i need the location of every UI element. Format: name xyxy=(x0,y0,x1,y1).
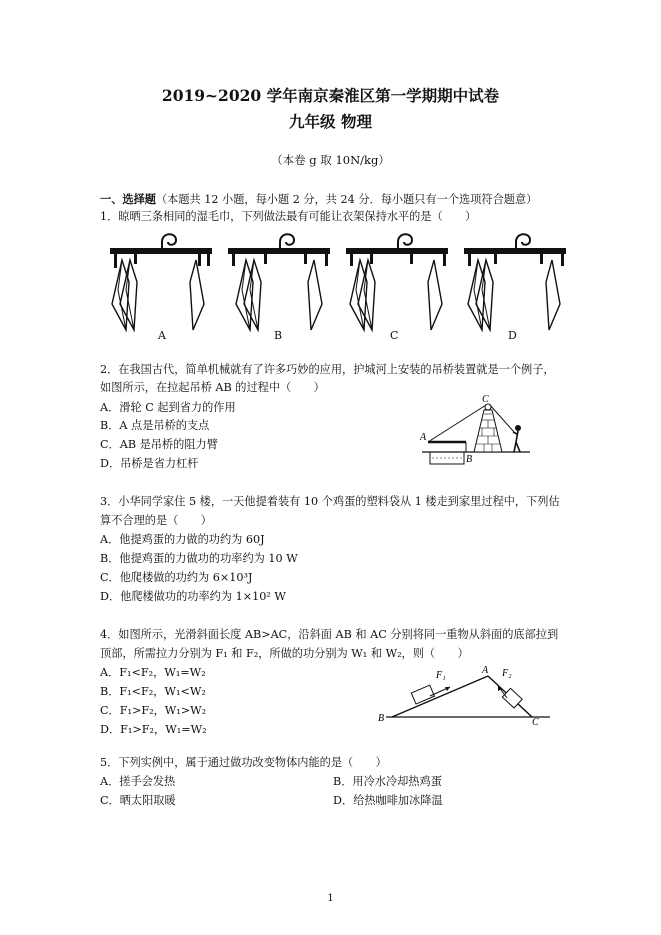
q3-option-d: D．他爬楼做功的功率约为 1×10² W xyxy=(100,590,286,603)
q4-incline-figure xyxy=(372,664,562,730)
q3-stem-line1: 3．小华同学家住 5 楼，一天他提着装有 10 个鸡蛋的塑料袋从 1 楼走到家里过程中，下列估 xyxy=(100,495,560,508)
q2-fig-label-b: B xyxy=(466,454,473,465)
q5-option-b: B．用冷水冷却热鸡蛋 xyxy=(333,775,442,788)
q5-option-a: A．搓手会发热 xyxy=(100,775,176,788)
q2-drawbridge-figure xyxy=(418,392,534,474)
section-instructions: （本题共 12 小题，每小题 2 分，共 24 分．每小题只有一个选项符合题意） xyxy=(155,193,538,206)
page-number: 1 xyxy=(327,893,334,904)
exam-subtitle: 九年级 物理 xyxy=(289,112,372,131)
q4-option-d: D．F₁>F₂，W₁=W₂ xyxy=(100,723,207,736)
q2-stem-line1: 2．在我国古代，简单机械就有了许多巧妙的应用，护城河上安装的吊桥装置就是一个例子， xyxy=(100,363,555,376)
q4-fig-label-b: B xyxy=(378,713,385,724)
q4-fig-label-a: A xyxy=(482,665,489,676)
q1-label-d: D xyxy=(508,329,517,342)
q4-stem-line2: 顶部，所需拉力分别为 F₁ 和 F₂，所做的功分别为 W₁ 和 W₂，则（ ） xyxy=(100,647,469,660)
section-heading-line xyxy=(100,191,537,208)
q2-fig-label-a: A xyxy=(420,432,427,443)
q3-option-c: C．他爬楼做的功约为 6×10³J xyxy=(100,571,253,584)
q1-label-c: C xyxy=(390,329,399,342)
hanger-b xyxy=(228,234,330,330)
q1-label-a: A xyxy=(158,329,166,342)
q3-option-a: A．他提鸡蛋的力做的功约为 60J xyxy=(100,533,265,546)
q5-option-d: D．给热咖啡加冰降温 xyxy=(333,794,443,807)
exam-note: （本卷 g 取 10N/kg） xyxy=(271,153,390,167)
q4-stem-line1: 4．如图所示，光滑斜面长度 AB>AC，沿斜面 AB 和 AC 分别将同一重物从斜面的底部拉到 xyxy=(100,628,559,641)
q4-option-c: C．F₁>F₂，W₁>W₂ xyxy=(100,704,207,717)
q5-option-c: C．晒太阳取暖 xyxy=(100,794,176,807)
hanger-d xyxy=(464,234,566,330)
hanger-c xyxy=(346,234,448,330)
q1-stem: 1．晾晒三条相同的湿毛巾，下列做法最有可能让衣架保持水平的是（ ） xyxy=(100,210,477,223)
q3-stem-line2: 算不合理的是（ ） xyxy=(100,514,212,527)
q2-fig-label-c: C xyxy=(482,394,489,405)
q4-fig-label-f1: F₁ xyxy=(436,670,446,681)
q2-option-b: B．A 点是吊桥的支点 xyxy=(100,419,210,432)
exam-title: 2019~2020 学年南京秦淮区第一学期期中试卷 xyxy=(161,86,500,105)
hanger-a xyxy=(110,234,212,330)
q4-fig-label-c: C xyxy=(532,717,539,728)
q4-option-a: A．F₁<F₂，W₁=W₂ xyxy=(100,666,206,679)
q2-option-d: D．吊桥是省力杠杆 xyxy=(100,457,199,470)
q2-option-c: C．AB 是吊桥的阻力臂 xyxy=(100,438,218,451)
section-heading: 一、选择题 xyxy=(100,192,156,206)
q4-option-b: B．F₁<F₂，W₁<W₂ xyxy=(100,685,206,698)
q5-stem: 5．下列实例中，属于通过做功改变物体内能的是（ ） xyxy=(100,756,387,769)
q2-stem-line2: 如图所示，在拉起吊桥 AB 的过程中（ ） xyxy=(100,381,325,394)
q3-option-b: B．他提鸡蛋的力做功的功率约为 10 W xyxy=(100,552,298,565)
q1-label-b: B xyxy=(274,329,283,342)
q2-option-a: A．滑轮 C 起到省力的作用 xyxy=(100,401,236,414)
q4-fig-label-f2: F₂ xyxy=(502,668,512,679)
